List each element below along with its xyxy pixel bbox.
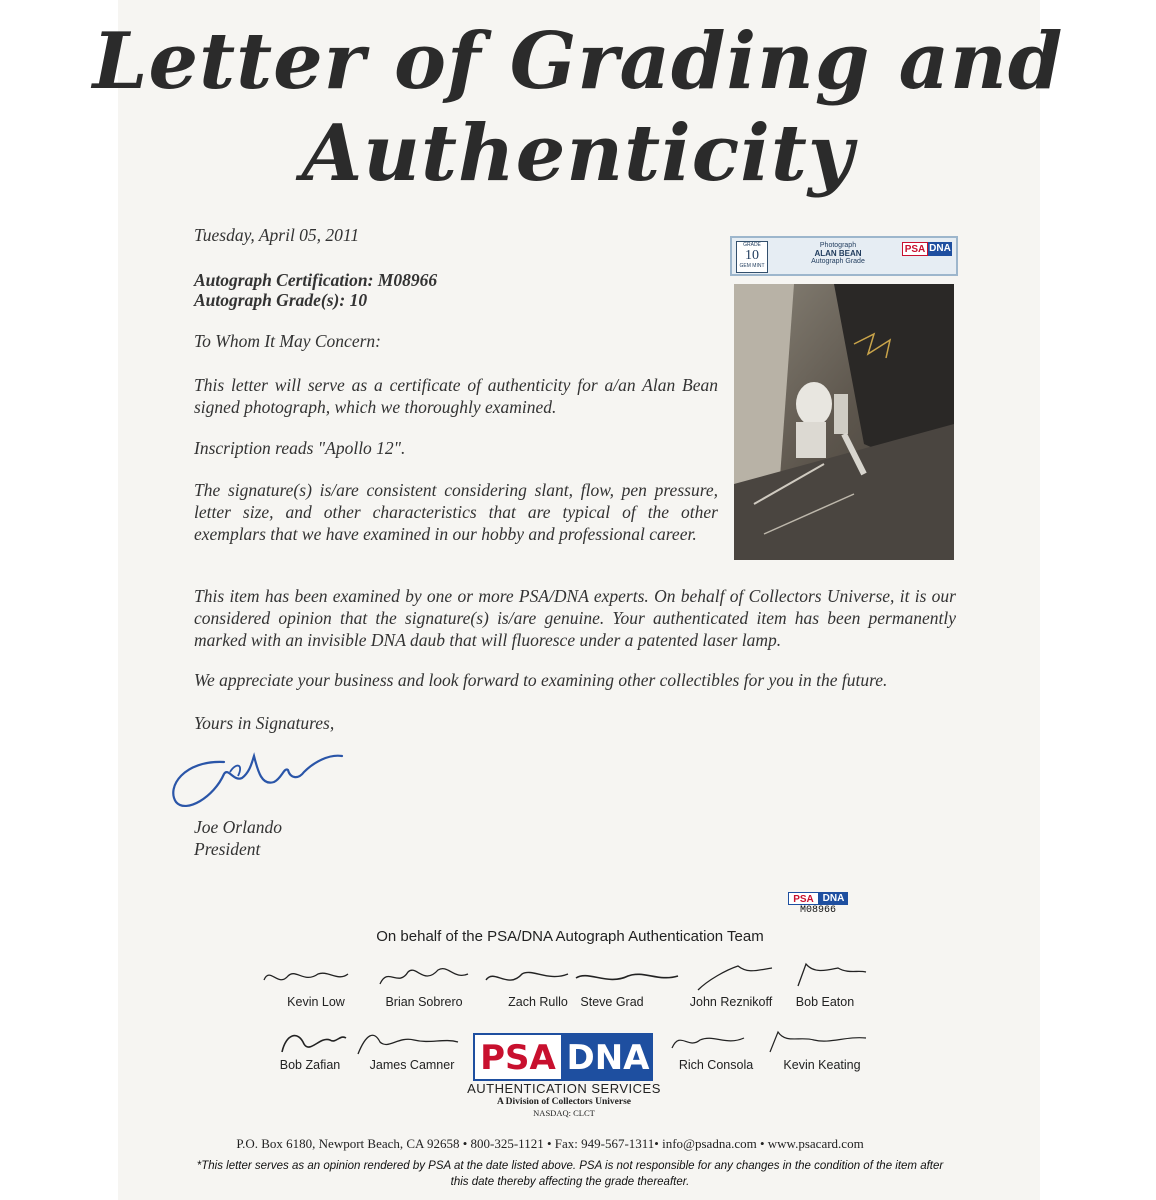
signer-title: President	[194, 839, 261, 859]
grade-value: 10	[745, 248, 759, 263]
team-heading: On behalf of the PSA/DNA Autograph Authentication Team	[376, 928, 764, 945]
team-member-name: John Reznikoff	[689, 995, 773, 1009]
closing-text: Yours in Signatures,	[194, 713, 335, 733]
team-member-name: Kevin Keating	[783, 1058, 861, 1072]
slab-type: Autograph Grade	[811, 258, 865, 265]
letter-date: Tuesday, April 05, 2011	[194, 225, 360, 245]
psa-dna-sticker	[788, 892, 848, 916]
paragraph-consistency: The signature(s) is/are consistent considering slant, flow, pen pressure, letter size, and other characteristics that are typical of the other exemplars that we have examined in our hobby and professional career.	[194, 480, 718, 544]
logo-dna: DNA	[563, 1033, 653, 1081]
sticker-logo: PSA DNA	[788, 892, 848, 905]
disclaimer: *This letter serves as an opinion rendered by PSA at the date listed above. PSA is not responsible for any changes in the condition of the item after this date thereby affecting the grade thereafter.	[196, 1160, 944, 1188]
certification-number: Autograph Certification: M08966	[194, 270, 438, 290]
paragraph-certificate: This letter will serve as a certificate of authenticity for a/an Alan Bean signed photograph, which we thoroughly examined.	[194, 375, 718, 417]
paragraph-examination: This item has been examined by one or more PSA/DNA experts. On behalf of Collectors Universe, it is our considered opinion that the signature(s) is/are genuine. Your authenticated item has been permanently marked with an invisible DNA daub that will fluoresce under a patented laser lamp.	[194, 586, 956, 650]
inscription-text: Inscription reads "Apollo 12".	[194, 438, 406, 458]
grade-box	[736, 241, 768, 273]
grade-word: GEM MINT	[739, 263, 765, 269]
team-member-name: Kevin Low	[287, 995, 345, 1009]
signer-name: Joe Orlando	[194, 817, 282, 837]
team-member-name: Bob Zafian	[279, 1058, 341, 1072]
autograph-grade: Autograph Grade(s): 10	[194, 290, 368, 310]
logo-psa: PSA	[473, 1033, 563, 1081]
slab-psa-dna-logo: PSA DNA	[902, 242, 952, 256]
team-member-name: Steve Grad	[580, 995, 644, 1009]
contact-address: P.O. Box 6180, Newport Beach, CA 92658 • 800-325-1121 • Fax: 949-567-1311• info@psadna.com • www.psacard.com	[236, 1136, 864, 1151]
team-member-name: Zach Rullo	[508, 995, 568, 1009]
team-member-name: Rich Consola	[678, 1058, 754, 1072]
sticker-code: M08966	[799, 905, 836, 916]
slabbed-photograph	[730, 236, 958, 562]
slab-text	[778, 242, 898, 266]
astronaut-photo	[734, 284, 954, 560]
paragraph-appreciation: We appreciate your business and look forward to examining other collectibles for you in the future.	[194, 670, 888, 690]
nasdaq-text: NASDAQ: CLCT	[533, 1108, 595, 1118]
psa-dna-logo	[473, 1033, 653, 1081]
letter-title-line2: Authenticity	[301, 108, 855, 199]
slab-label	[730, 236, 958, 276]
slab-name: ALAN BEAN	[814, 249, 862, 258]
team-member-name: James Camner	[369, 1058, 455, 1072]
salutation: To Whom It May Concern:	[194, 331, 381, 351]
slab-item: Photograph	[819, 242, 857, 249]
team-signatures-row1	[258, 960, 868, 996]
team-member-name: Brian Sobrero	[385, 995, 463, 1009]
authentication-services: AUTHENTICATION SERVICES	[467, 1081, 661, 1096]
grade-caption: GRADE	[743, 242, 761, 248]
division-text: A Division of Collectors Universe	[496, 1097, 632, 1107]
team-member-name: Bob Eaton	[795, 995, 855, 1009]
letter-title-line1: Letter of Grading and	[92, 16, 1064, 107]
president-signature	[164, 742, 354, 822]
